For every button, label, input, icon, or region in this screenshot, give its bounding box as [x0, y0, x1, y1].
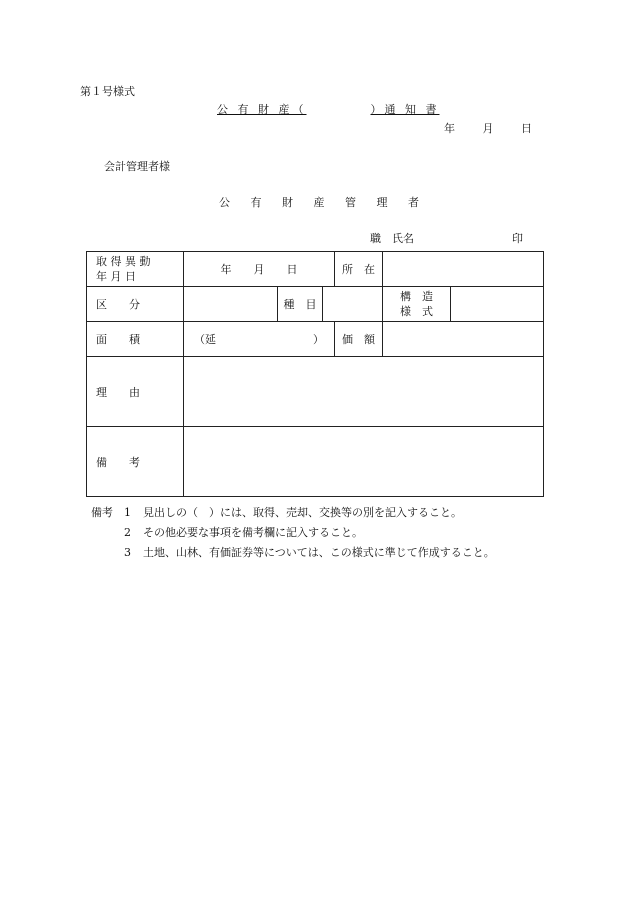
- notes-section: [91, 503, 495, 563]
- notes-heading: 備考: [91, 506, 113, 519]
- acquisition-date-value: 年 月 日: [184, 252, 335, 287]
- location-label: 所 在: [335, 252, 383, 287]
- title-prefix: 公 有 財 産（: [217, 103, 307, 116]
- table-row: [87, 427, 544, 497]
- structure-field[interactable]: [451, 287, 544, 322]
- property-table: [86, 251, 544, 497]
- location-field[interactable]: [383, 252, 544, 287]
- type-label: 種 目: [278, 287, 323, 322]
- table-row: [87, 287, 544, 322]
- form-number: 第１号様式: [80, 85, 135, 98]
- date-line: 年 月 日: [444, 122, 532, 135]
- category-field[interactable]: [184, 287, 278, 322]
- title-suffix: ）通 知 書: [370, 103, 440, 116]
- area-note-open: （延: [194, 333, 216, 346]
- type-field[interactable]: [323, 287, 383, 322]
- note-item: 2 その他必要な事項を備考欄に記入すること。: [124, 526, 363, 539]
- remarks-field[interactable]: [184, 427, 544, 497]
- note-item: 3 土地、山林、有価証券等については、この様式に準じて作成すること。: [124, 546, 495, 559]
- remarks-label: 備 考: [87, 427, 184, 497]
- document-title: [217, 101, 440, 117]
- reason-label: 理 由: [87, 357, 184, 427]
- manager-title: 公 有 財 産 管 理 者: [219, 196, 421, 209]
- structure-label: 構 造 様 式: [383, 287, 451, 322]
- area-note-close: ）: [313, 333, 324, 346]
- seal-mark: 印: [512, 232, 523, 245]
- price-field[interactable]: [383, 322, 544, 357]
- note-item: 備考 1 見出しの（ ）には、取得、売却、交換等の別を記入すること。: [91, 503, 495, 523]
- table-row: [87, 357, 544, 427]
- price-label: 価 額: [335, 322, 383, 357]
- table-row: [87, 322, 544, 357]
- addressee: 会計管理者様: [104, 160, 170, 173]
- category-label: 区 分: [87, 287, 184, 322]
- table-row: [87, 252, 544, 287]
- position-name-label: 職 氏名: [370, 232, 414, 245]
- reason-field[interactable]: [184, 357, 544, 427]
- area-label: 面 積: [87, 322, 184, 357]
- area-field[interactable]: [184, 322, 335, 357]
- acquisition-date-label: 取 得 異 動 年 月 日: [87, 252, 184, 287]
